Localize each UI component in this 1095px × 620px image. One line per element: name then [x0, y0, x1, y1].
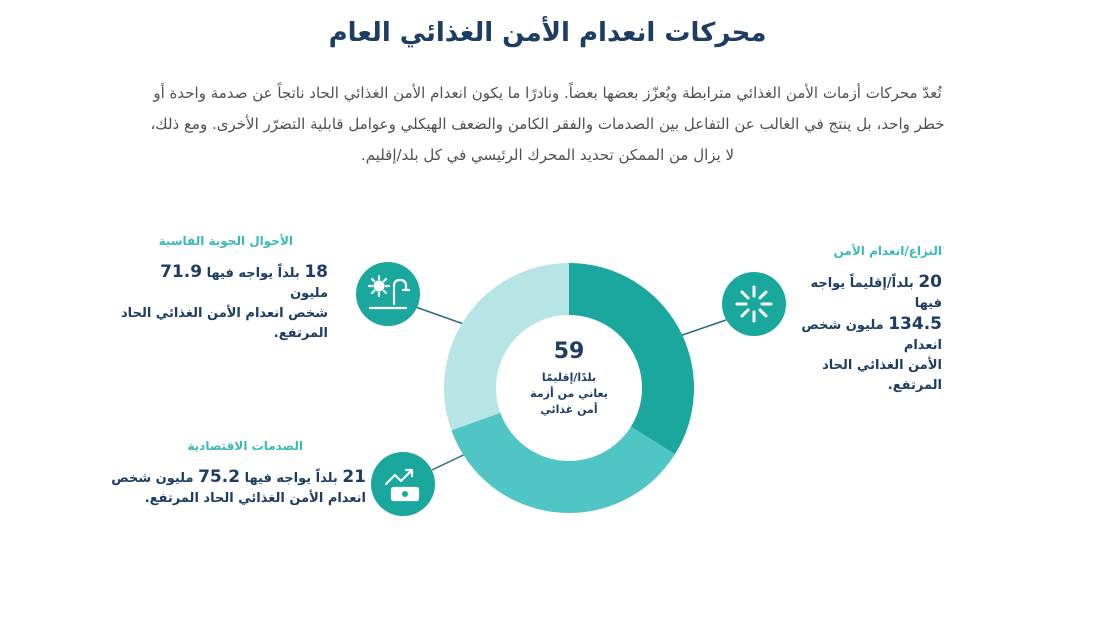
center-caption-line-2: يعاني من أزمة — [530, 387, 608, 400]
burst-glyph — [734, 284, 774, 324]
weather-description — [120, 262, 328, 344]
conflict-heading: النزاع/انعدام الأمن — [833, 244, 942, 258]
economic-count: 21 — [342, 467, 366, 487]
economic-people: 75.2 — [198, 467, 241, 487]
conflict-line-1 — [780, 272, 942, 314]
weather-count: 18 — [304, 262, 328, 282]
economic-line-1 — [110, 467, 366, 489]
weather-sun-faucet-icon — [356, 262, 420, 326]
conflict-description — [780, 272, 942, 396]
weather-line-2: شخص انعدام الأمن الغذائي الحاد — [121, 306, 328, 321]
intro-line-2: خطر واحد، بل ينتج في الغالب عن التفاعل بين الصدمات والفقر الكامن والضعف الهيكلي وعوامل قابلية التضرّر الأخرى. ومع ذلك، — [150, 115, 945, 133]
weather-line-1 — [120, 262, 328, 304]
weather-heading: الأحوال الجوية القاسية — [158, 234, 293, 248]
weather-count-text: بلداً يواجه فيها — [206, 266, 300, 281]
center-total: 59 — [553, 339, 585, 364]
weather-people: 71.9 — [160, 262, 203, 282]
conflict-line-2 — [780, 314, 942, 356]
economic-heading: الصدمات الاقتصادية — [187, 439, 303, 453]
conflict-count: 20 — [918, 272, 942, 292]
intro-line-3: لا يزال من الممكن تحديد المحرك الرئيسي في كل بلد/إقليم. — [360, 146, 735, 164]
sun-faucet-glyph — [366, 274, 410, 314]
conflict-line-3: الأمن الغذائي الحاد المرتفع. — [822, 358, 942, 393]
page-title: محركات انعدام الأمن الغذائي العام — [328, 18, 767, 48]
economic-line-2: انعدام الأمن الغذائي الحاد المرتفع. — [144, 491, 366, 506]
economic-description — [110, 467, 366, 509]
trend-money-glyph — [382, 464, 424, 504]
weather-people-text: مليون — [290, 286, 328, 301]
conflict-people: 134.5 — [888, 314, 942, 334]
conflict-count-text: بلداً/إقليماً يواجه فيها — [810, 276, 942, 311]
center-caption-line-3: أمن غذائي — [540, 403, 598, 416]
economic-count-text: بلداً يواجه فيها — [244, 471, 338, 486]
economic-people-text: مليون شخص — [111, 471, 194, 486]
weather-line-3: المرتفع. — [273, 326, 328, 341]
conflict-people-text: مليون شخص انعدام — [801, 318, 942, 353]
economic-trend-money-icon — [371, 452, 435, 516]
conflict-burst-icon — [722, 272, 786, 336]
center-caption-line-1: بلدًا/إقليمًا — [541, 371, 597, 384]
center-caption — [519, 370, 619, 418]
intro-line-1: تُعدّ محركات أزمات الأمن الغذائي مترابطة ويُعزّز بعضها بعضاً. ونادرًا ما يكون انعدام الأمن الغذائي الحاد ناتجاً عن صدمة واحدة أو — [153, 84, 942, 102]
